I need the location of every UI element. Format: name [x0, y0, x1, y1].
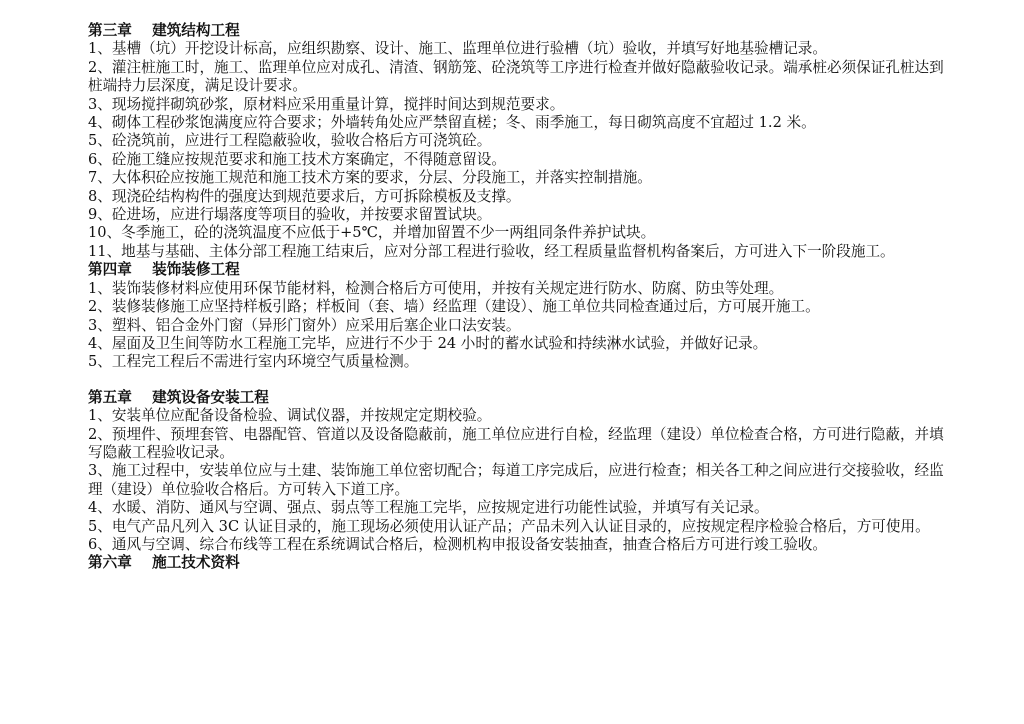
chapter-3-item-11: 11、地基与基础、主体分部工程施工结束后，应对分部工程进行验收，经工程质量监督机构备案后，方可进入下一阶段施工。 [88, 242, 895, 260]
chapter-3-item-3: 3、现场搅拌砌筑砂浆，原材料应采用重量计算，搅拌时间达到规范要求。 [88, 95, 565, 113]
chapter-3-item-7: 7、大体积砼应按施工规范和施工技术方案的要求，分层、分段施工，并落实控制措施。 [88, 169, 652, 187]
chapter-5-item-6: 6、通风与空调、综合布线等工程在系统调试合格后，检测机构申报设备安装抽查，抽查合格后方可进行竣工验收。 [88, 535, 827, 553]
chapter-4-item-2: 2、装修装修施工应坚持样板引路；样板间（套、墙）经监理（建设）、施工单位共同检查通过后，方可展开施工。 [88, 298, 820, 316]
chapter-3-item-5: 5、砼浇筑前，应进行工程隐蔽验收，验收合格后方可浇筑砼。 [88, 132, 492, 150]
chapter-6-heading: 第六章 施工技术资料 [88, 554, 240, 572]
chapter-3-item-6: 6、砼施工缝应按规范要求和施工技术方案确定，不得随意留设。 [88, 150, 506, 168]
chapter-3-item-1: 1、基槽（坑）开挖设计标高，应组织勘察、设计、施工、监理单位进行验槽（坑）验收，并填写好地基验槽记录。 [88, 40, 827, 58]
chapter-5-item-3: 3、施工过程中，安装单位应与土建、装饰施工单位密切配合；每道工序完成后，应进行检查；相关各工种之间应进行交接验收，经监理（建设）单位验收合格后。方可转入下道工序。 [88, 462, 944, 498]
chapter-5-item-5: 5、电气产品凡列入 3C 认证目录的，施工现场必须使用认证产品；产品未列入认证目录的，应按规定程序检验合格后，方可使用。 [88, 517, 930, 535]
document-page [88, 22, 948, 573]
chapter-4-item-4: 4、屋面及卫生间等防水工程施工完毕，应进行不少于 24 小时的蓄水试验和持续淋水试验，并做好记录。 [88, 334, 768, 352]
chapter-3-item-8: 8、现浇砼结构构件的强度达到规范要求后，方可拆除模板及支撑。 [88, 187, 521, 205]
chapter-4-heading: 第四章 装饰装修工程 [88, 261, 240, 279]
chapter-5-item-1: 1、安装单位应配备设备检验、调试仪器，并按规定定期校验。 [88, 407, 492, 425]
chapter-4-item-5: 5、工程完工程后不需进行室内环境空气质量检测。 [88, 353, 419, 371]
chapter-5-item-2: 2、预埋件、预埋套管、电器配管、管道以及设备隐蔽前，施工单位应进行自检，经监理（建设）单位检查合格，方可进行隐蔽，并填写隐蔽工程验收记录。 [88, 425, 944, 461]
chapter-3-heading: 第三章 建筑结构工程 [88, 22, 240, 39]
chapter-4-item-1: 1、装饰装修材料应使用环保节能材料，检测合格后方可使用，并按有关规定进行防水、防腐、防虫等处理。 [88, 279, 784, 297]
chapter-3-item-2: 2、灌注桩施工时，施工、监理单位应对成孔、清渣、钢筋笼、砼浇筑等工序进行检查并做好隐蔽验收记录。端承桩必须保证孔桩达到桩端持力层深度，满足设计要求。 [88, 58, 944, 95]
section-spacer [88, 372, 948, 389]
chapter-5-item-4: 4、水暖、消防、通风与空调、强点、弱点等工程施工完毕，应按规定进行功能性试验，并填写有关记录。 [88, 499, 769, 517]
chapter-4-item-3: 3、塑料、铝合金外门窗（异形门窗外）应采用后塞企业口法安装。 [88, 316, 521, 334]
chapter-3-item-10: 10、冬季施工，砼的浇筑温度不应低于+5℃，并增加留置不少一两组同条件养护试块。 [88, 224, 656, 242]
chapter-5-heading: 第五章 建筑设备安装工程 [88, 388, 269, 406]
chapter-3-item-9: 9、砼进场，应进行塌落度等项目的验收，并按要求留置试块。 [88, 206, 492, 224]
chapter-3-item-4: 4、砌体工程砂浆饱满度应符合要求；外墙转角处应严禁留直槎；冬、雨季施工，每日砌筑高度不宜超过 1.2 米。 [88, 114, 816, 132]
